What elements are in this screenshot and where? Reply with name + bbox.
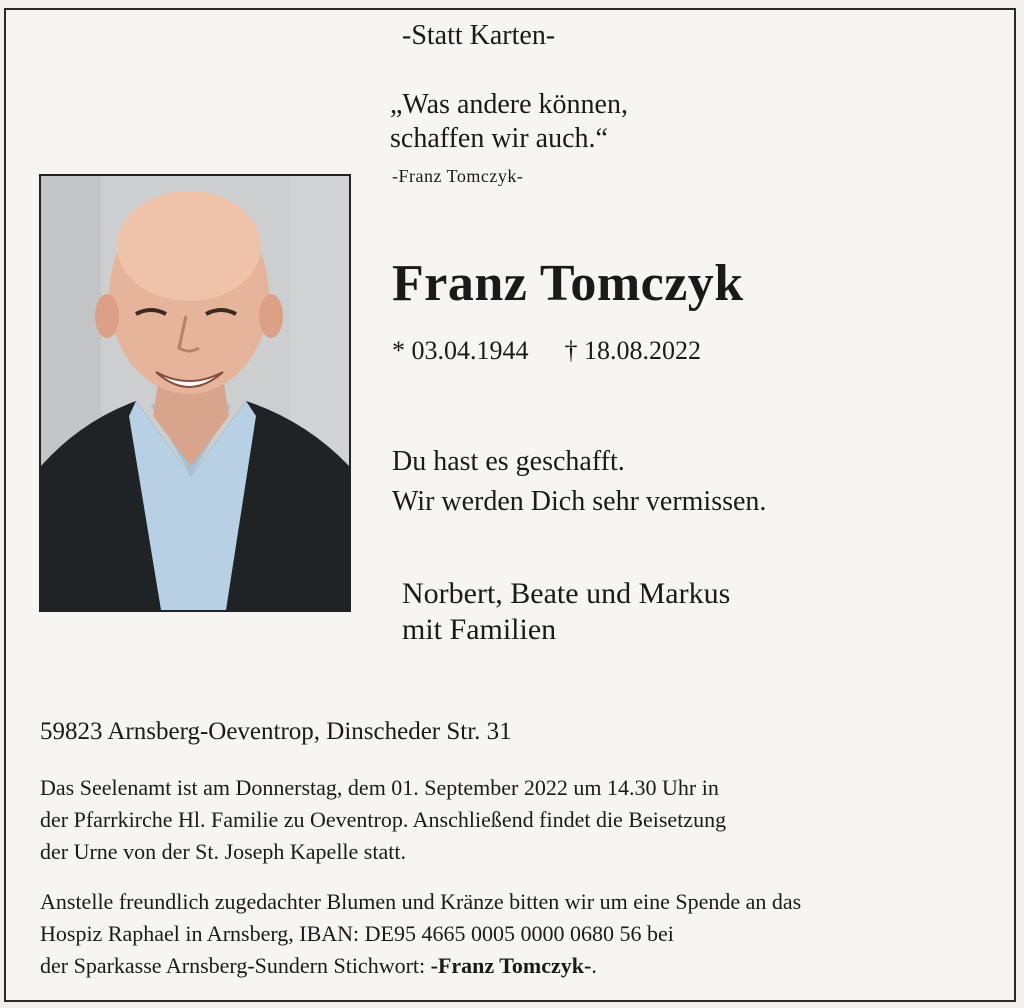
quote	[390, 88, 628, 156]
header-statt-karten: -Statt Karten-	[402, 20, 556, 51]
service-info	[40, 772, 726, 868]
portrait-photo	[39, 174, 351, 612]
donation-line-3-suffix: .	[591, 953, 597, 978]
deceased-name: Franz Tomczyk	[392, 255, 744, 312]
mourners-line-1: Norbert, Beate und Markus	[402, 577, 731, 610]
donation-line-3	[40, 950, 801, 982]
quote-author: -Franz Tomczyk-	[392, 166, 524, 186]
service-line-3: der Urne von der St. Joseph Kapelle statt.	[40, 839, 406, 864]
death-date: † 18.08.2022	[564, 336, 701, 365]
farewell-line-2: Wir werden Dich sehr vermissen.	[392, 486, 767, 517]
mourners-line-2: mit Familien	[402, 613, 557, 646]
donation-line-1: Anstelle freundlich zugedachter Blumen und Kränze bitten wir um eine Spende an das	[40, 889, 802, 914]
address: 59823 Arnsberg-Oeventrop, Dinscheder Str. 31	[40, 718, 512, 745]
life-dates	[392, 336, 701, 366]
farewell-text	[392, 442, 766, 522]
service-line-2: der Pfarrkirche Hl. Familie zu Oeventrop. Anschließend findet die Beisetzung	[40, 807, 727, 832]
birth-date: * 03.04.1944	[392, 336, 529, 365]
donation-line-2: Hospiz Raphael in Arnsberg, IBAN: DE95 4665 0005 0000 0680 56 bei	[40, 921, 674, 946]
quote-line-1: „Was andere können,	[390, 89, 628, 120]
mourners	[402, 576, 730, 648]
quote-line-2: schaffen wir auch.“	[390, 123, 608, 154]
farewell-line-1: Du hast es geschafft.	[392, 446, 625, 477]
service-line-1: Das Seelenamt ist am Donnerstag, dem 01. September 2022 um 14.30 Uhr in	[40, 775, 719, 800]
donation-line-3-prefix: der Sparkasse Arnsberg-Sundern Stichwort:	[40, 953, 431, 978]
donation-keyword: -Franz Tomczyk-	[430, 953, 592, 978]
portrait-illustration	[41, 176, 349, 610]
donation-info	[40, 886, 801, 982]
